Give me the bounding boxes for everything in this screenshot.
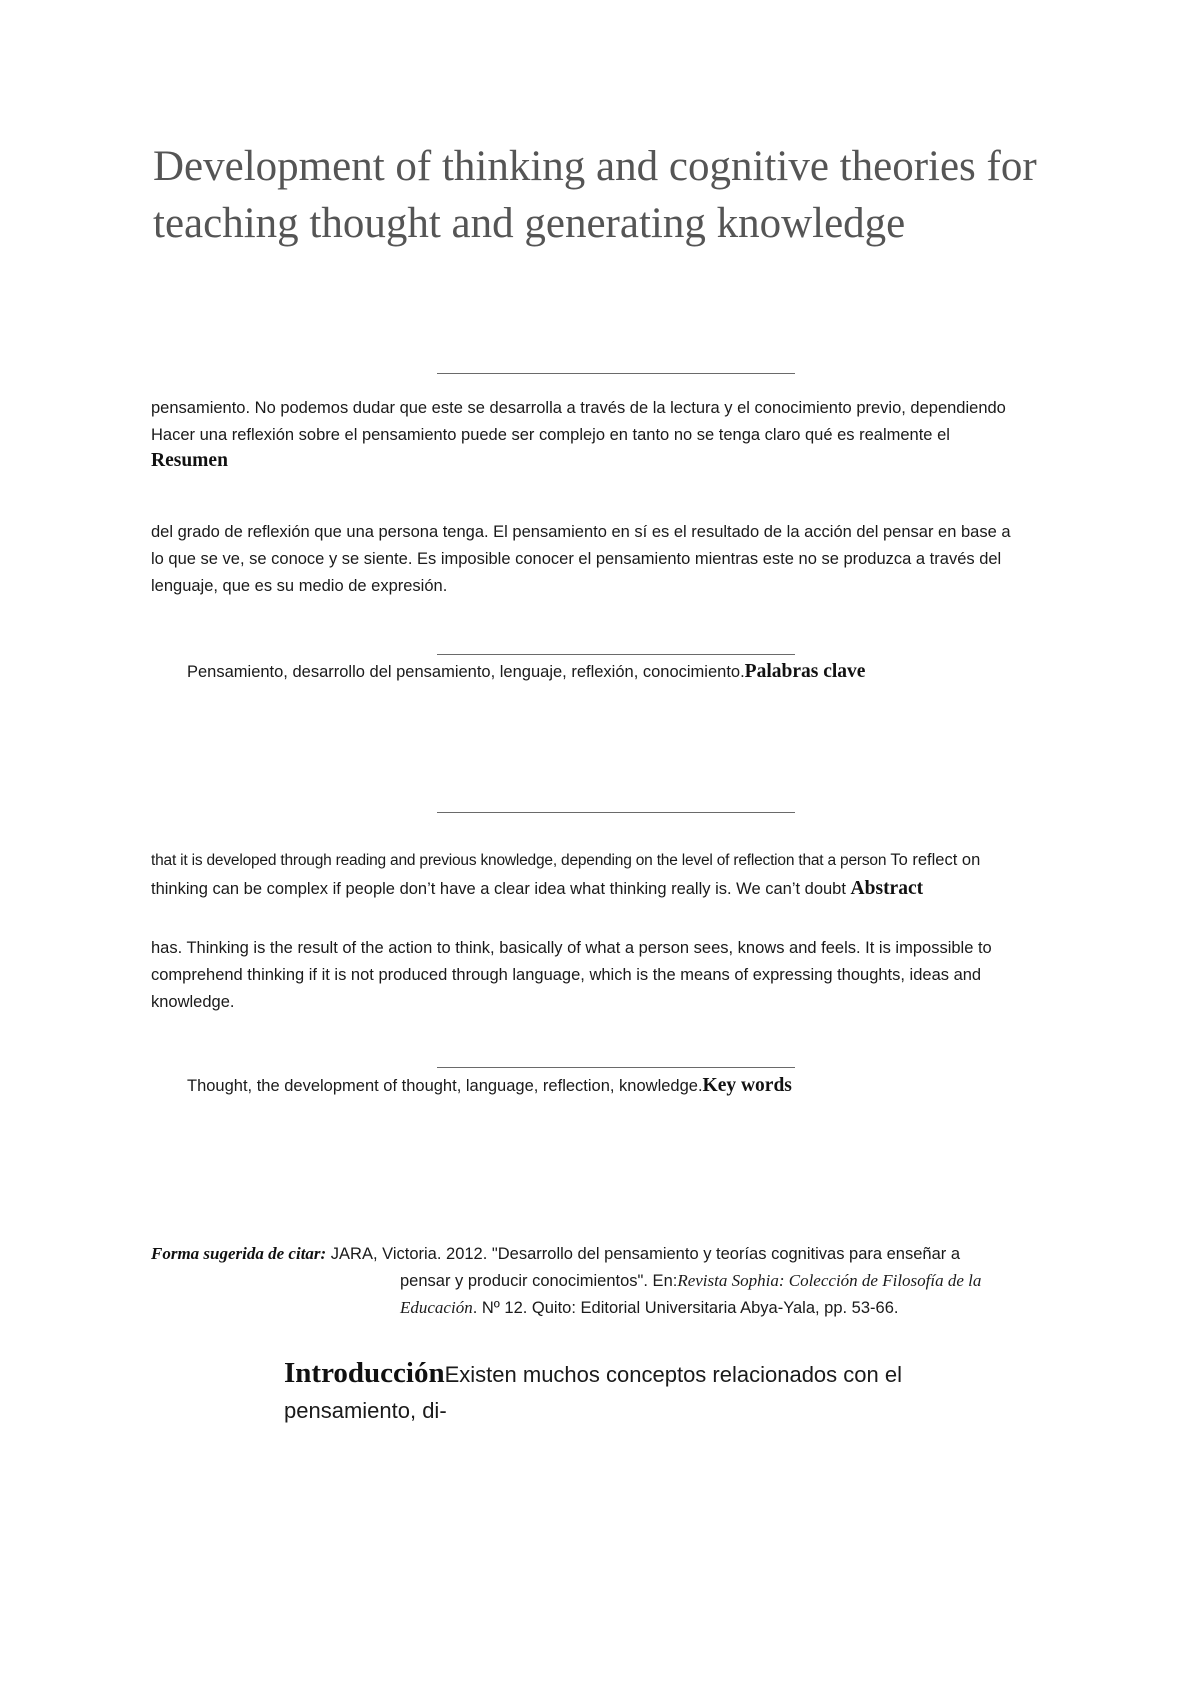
abstract-line-5: knowledge. bbox=[151, 993, 235, 1011]
citation-line-2 bbox=[400, 1269, 981, 1293]
resumen-line-3: del grado de reflexión que una persona tenga. El pensamiento en sí es el resultado de la acción del pensar en base a bbox=[151, 523, 1011, 541]
separator-rule-3 bbox=[437, 812, 795, 813]
palabras-clave-row bbox=[187, 660, 865, 684]
abstract-line-1-text: that it is developed through reading and previous knowledge, depending on the level of reflection that a person bbox=[151, 852, 887, 869]
palabras-clave-text: Pensamiento, desarrollo del pensamiento, lenguaje, reflexión, conocimiento. bbox=[187, 663, 745, 681]
resumen-line-2: Hacer una reflexión sobre el pensamiento puede ser complejo en tanto no se tenga claro qué es realmente el bbox=[151, 426, 950, 444]
citation-label: Forma sugerida de citar: bbox=[151, 1244, 327, 1263]
citation-text-1: JARA, Victoria. 2012. "Desarrollo del pensamiento y teorías cognitivas para enseñar a bbox=[330, 1245, 961, 1263]
separator-rule-2 bbox=[437, 654, 795, 655]
separator-rule-1 bbox=[437, 373, 795, 374]
abstract-heading: Abstract bbox=[850, 878, 924, 899]
citation-text-3: . Nº 12. Quito: Editorial Universitaria Abya-Yala, pp. 53-66. bbox=[472, 1299, 899, 1317]
citation-line-1 bbox=[151, 1242, 960, 1266]
abstract-line-1 bbox=[151, 848, 980, 873]
intro-line-1 bbox=[284, 1355, 1044, 1393]
resumen-line-4: lo que se ve, se conoce y se siente. Es imposible conocer el pensamiento mientras este no se produzca a través del bbox=[151, 550, 1002, 568]
intro-heading: Introducción bbox=[284, 1357, 445, 1389]
title-line-2: teaching thought and generating knowledge bbox=[153, 200, 906, 247]
abstract-line-4: comprehend thinking if it is not produced through language, which is the means of expressing thoughts, ideas and bbox=[151, 966, 982, 984]
abstract-line-1-tail: To reflect on bbox=[890, 851, 981, 869]
intro-text-1: Existen muchos conceptos relacionados con el bbox=[444, 1362, 902, 1387]
citation-text-2: pensar y producir conocimientos". En: bbox=[400, 1272, 678, 1290]
intro-line-2: pensamiento, di- bbox=[284, 1398, 447, 1423]
paper-title bbox=[153, 138, 1103, 252]
key-words-row bbox=[187, 1074, 792, 1098]
resumen-line-5: lenguaje, que es su medio de expresión. bbox=[151, 577, 448, 595]
citation-journal: Revista Sophia: Colección de Filosofía de la bbox=[677, 1271, 982, 1290]
citation-line-3 bbox=[400, 1296, 898, 1320]
abstract-line-2 bbox=[151, 877, 923, 901]
key-words-text: Thought, the development of thought, language, reflection, knowledge. bbox=[187, 1077, 703, 1095]
separator-rule-4 bbox=[437, 1067, 795, 1068]
title-line-1: Development of thinking and cognitive theories for bbox=[153, 143, 1037, 190]
resumen-heading: Resumen bbox=[151, 450, 228, 471]
citation-journal-cont: Educación bbox=[400, 1298, 473, 1317]
abstract-line-3: has. Thinking is the result of the action to think, basically of what a person sees, knows and feels. It is impossible to bbox=[151, 939, 992, 957]
palabras-clave-heading: Palabras clave bbox=[744, 661, 866, 682]
key-words-heading: Key words bbox=[702, 1075, 792, 1096]
intro-paragraph bbox=[284, 1355, 1044, 1429]
resumen-line-1: pensamiento. No podemos dudar que este se desarrolla a través de la lectura y el conocimiento previo, dependiendo bbox=[151, 399, 1006, 417]
abstract-line-2-text: thinking can be complex if people don’t have a clear idea what thinking really is. We can’t doubt bbox=[151, 880, 846, 898]
